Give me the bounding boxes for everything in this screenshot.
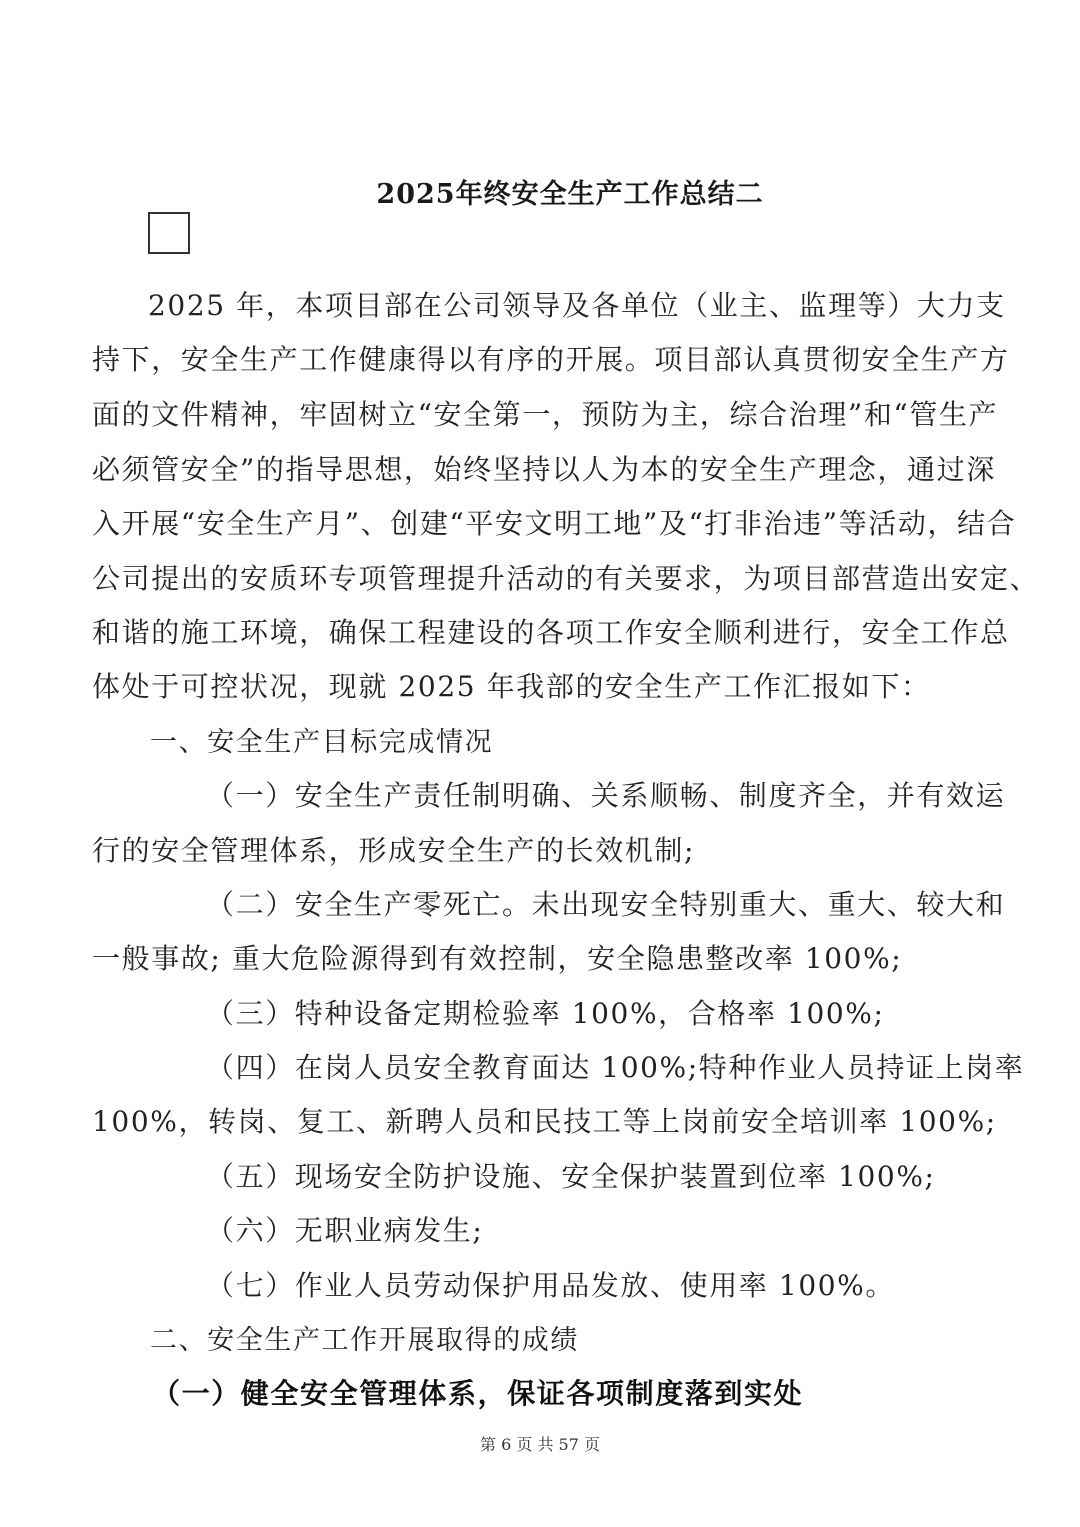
intro-line-7: 和谐的施工环境，确保工程建设的各项工作安全顺利进行，安全工作总 xyxy=(92,616,1010,649)
page-footer: 第 6 页 共 57 页 xyxy=(480,1435,600,1454)
intro-line-8: 体处于可控状况，现就 2025 年我部的安全生产工作汇报如下： xyxy=(92,670,931,703)
checkbox-box xyxy=(148,212,190,254)
item-1-line-1: （一）安全生产责任制明确、关系顺畅、制度齐全，并有效运 xyxy=(206,779,1006,812)
item-4-line-1: （四）在岗人员安全教育面达 100%;特种作业人员持证上岗率 xyxy=(206,1051,1025,1084)
item-1-line-2: 行的安全管理体系，形成安全生产的长效机制; xyxy=(92,834,696,867)
item-6: （六）无职业病发生; xyxy=(206,1214,484,1247)
item-7: （七）作业人员劳动保护用品发放、使用率 100%。 xyxy=(206,1269,895,1302)
intro-line-4: 必须管安全”的指导思想，始终坚持以人为本的安全生产理念，通过深 xyxy=(92,453,996,486)
item-4-line-2: 100%，转岗、复工、新聘人员和民技工等上岗前安全培训率 100%; xyxy=(92,1105,997,1138)
item-3: （三）特种设备定期检验率 100%，合格率 100%; xyxy=(206,997,885,1030)
item-5: （五）现场安全防护设施、安全保护装置到位率 100%; xyxy=(206,1160,936,1193)
section-heading-1: 一、安全生产目标完成情况 xyxy=(150,727,494,758)
subheading: （一）健全安全管理体系，保证各项制度落到实处 xyxy=(152,1377,804,1410)
item-2-line-1: （二）安全生产零死亡。未出现安全特别重大、重大、较大和 xyxy=(206,888,1006,921)
section-heading-2: 二、安全生产工作开展取得的成绩 xyxy=(150,1325,579,1356)
document-title: 2025年终安全生产工作总结二 xyxy=(376,179,764,210)
intro-line-2: 持下，安全生产工作健康得以有序的开展。项目部认真贯彻安全生产方 xyxy=(92,343,1010,376)
item-2-line-2: 一般事故; 重大危险源得到有效控制，安全隐患整改率 100%; xyxy=(92,942,903,975)
intro-line-5: 入开展“安全生产月”、创建“平安文明工地”及“打非治违”等活动，结合 xyxy=(92,507,1017,540)
intro-line-3: 面的文件精神，牢固树立“安全第一，预防为主，综合治理”和“管生产 xyxy=(92,398,999,431)
intro-line-1: 2025 年，本项目部在公司领导及各单位（业主、监理等）大力支 xyxy=(148,289,1006,322)
intro-line-6: 公司提出的安质环专项管理提升活动的有关要求，为项目部营造出安定、 xyxy=(92,562,1040,595)
